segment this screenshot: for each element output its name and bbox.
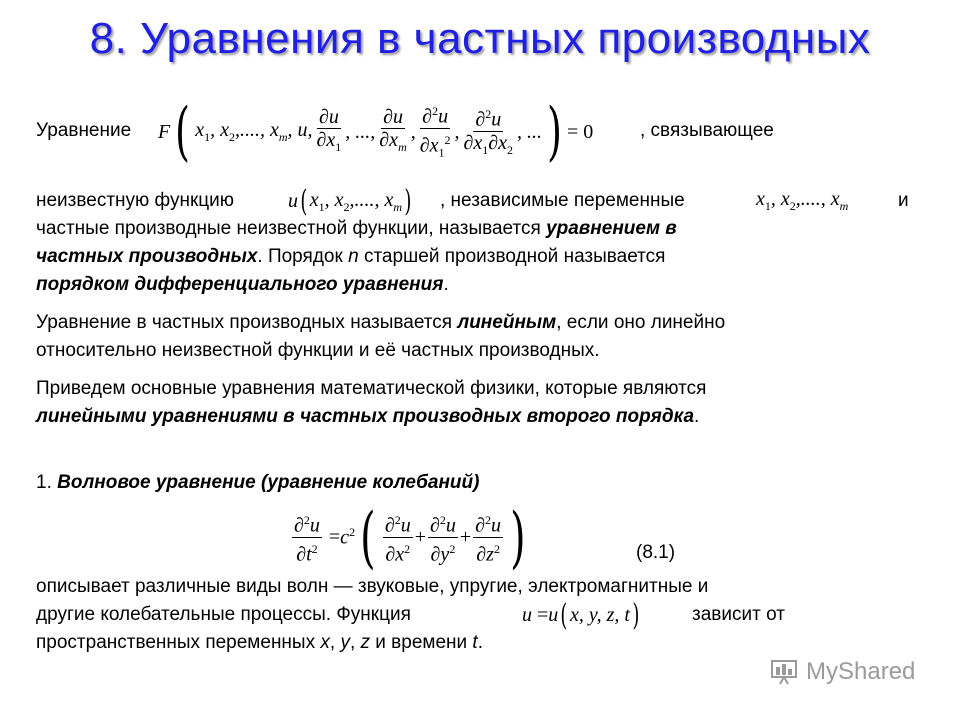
equation-number: (8.1) <box>636 542 676 563</box>
symbol-z: z <box>360 632 370 653</box>
paragraph-3-line-1: Приведем основные уравнения математической физики, которые являются <box>36 378 707 399</box>
text-segment: другие колебательные процессы. Функция <box>36 604 411 625</box>
text-after-formula: , связывающее <box>640 120 774 141</box>
text-segment: . Порядок <box>257 246 343 267</box>
symbol-t: t <box>472 632 478 653</box>
term-linear-pde-second-order: линейными уравнениями в частных производных второго порядка <box>36 406 695 427</box>
section-1-heading <box>36 472 479 494</box>
function-u-xyzt-formula: u = u ( x, y, z, t ) <box>522 598 640 633</box>
text-segment: неизвестную функцию <box>36 190 235 211</box>
slide-title: 8. Уравнения в частных производных <box>89 14 871 63</box>
text-and: и <box>898 190 909 211</box>
paragraph-4-line-3 <box>36 632 483 654</box>
text-segment: , если оно линейно <box>556 312 726 333</box>
text-depends-on: зависит от <box>692 604 785 625</box>
text-independent-vars: , независимые переменные <box>440 190 685 211</box>
text-segment: . <box>443 274 449 295</box>
function-u-formula: u ( $x_1$, $x_2$,...., $x_m$ ) <box>288 184 412 219</box>
text-separator: , <box>329 632 336 653</box>
text-segment: старшей производной называется <box>363 246 666 267</box>
paragraph-1-line-3 <box>36 218 677 240</box>
symbol-y: y <box>340 632 350 653</box>
paragraph-4-line-1: описывает различные виды волн — звуковые, упругие, электромагнитные и <box>36 576 709 597</box>
term-linear: линейным <box>457 312 557 333</box>
paragraph-2-line-2: относительно неизвестной функции и её частных производных. <box>36 340 600 361</box>
general-pde-formula: F ( $x_1$, $x_2$,...., $x_m$, u, $\frac{\partial u}{\partial x_1}$ , ..., $\frac{\partial u}{\partial x_m}$ , $\frac{\partial^2u}{\partial x_1^2}$ , $\frac{\partial^2u}{\partial x_1\partial x_2}$ , ... ) = 0 <box>158 95 594 169</box>
term-pde-cont: частных производных <box>36 246 258 267</box>
variables-formula: $x_1$, $x_2$,...., $x_m$ <box>756 188 849 213</box>
symbol-x: x <box>320 632 330 653</box>
section-number: 1. <box>36 472 52 493</box>
term-pde: уравнением в <box>546 218 677 239</box>
text-segment: пространственных переменных <box>36 632 316 653</box>
paragraph-1-line-1 <box>36 120 131 142</box>
paragraph-1-line-5 <box>36 274 449 296</box>
text-separator: , <box>349 632 356 653</box>
presentation-icon <box>770 659 800 685</box>
paragraph-3-line-2 <box>36 406 699 428</box>
paragraph-2-line-1 <box>36 312 725 334</box>
paragraph-1-line-4 <box>36 246 665 268</box>
symbol-n: n <box>348 246 359 267</box>
text-segment: . <box>477 632 483 653</box>
text-segment: . <box>694 406 700 427</box>
text-segment: частные производные неизвестной функции, называется <box>36 218 541 239</box>
paragraph-4-line-2 <box>36 604 411 626</box>
text-intro: Уравнение <box>36 120 132 141</box>
wave-equation-formula: $\frac{\partial^2u}{\partial t^2}$ = $c^2$ ( $\frac{\partial^2u}{\partial x^2}$ + $\frac{\partial^2u}{\partial y^2}$ + $\frac{\partial^2u}{\partial z^2}$ ) <box>294 498 526 576</box>
text-segment: Уравнение в частных производных называется <box>36 312 453 333</box>
term-order: порядком дифференциального уравнения <box>36 274 444 295</box>
paragraph-1-line-2 <box>36 190 234 212</box>
section-title: Волновое уравнение (уравнение колебаний) <box>57 472 480 493</box>
watermark-text: MyShared <box>806 658 916 685</box>
text-segment: и времени <box>375 632 468 653</box>
watermark-logo <box>770 658 915 686</box>
